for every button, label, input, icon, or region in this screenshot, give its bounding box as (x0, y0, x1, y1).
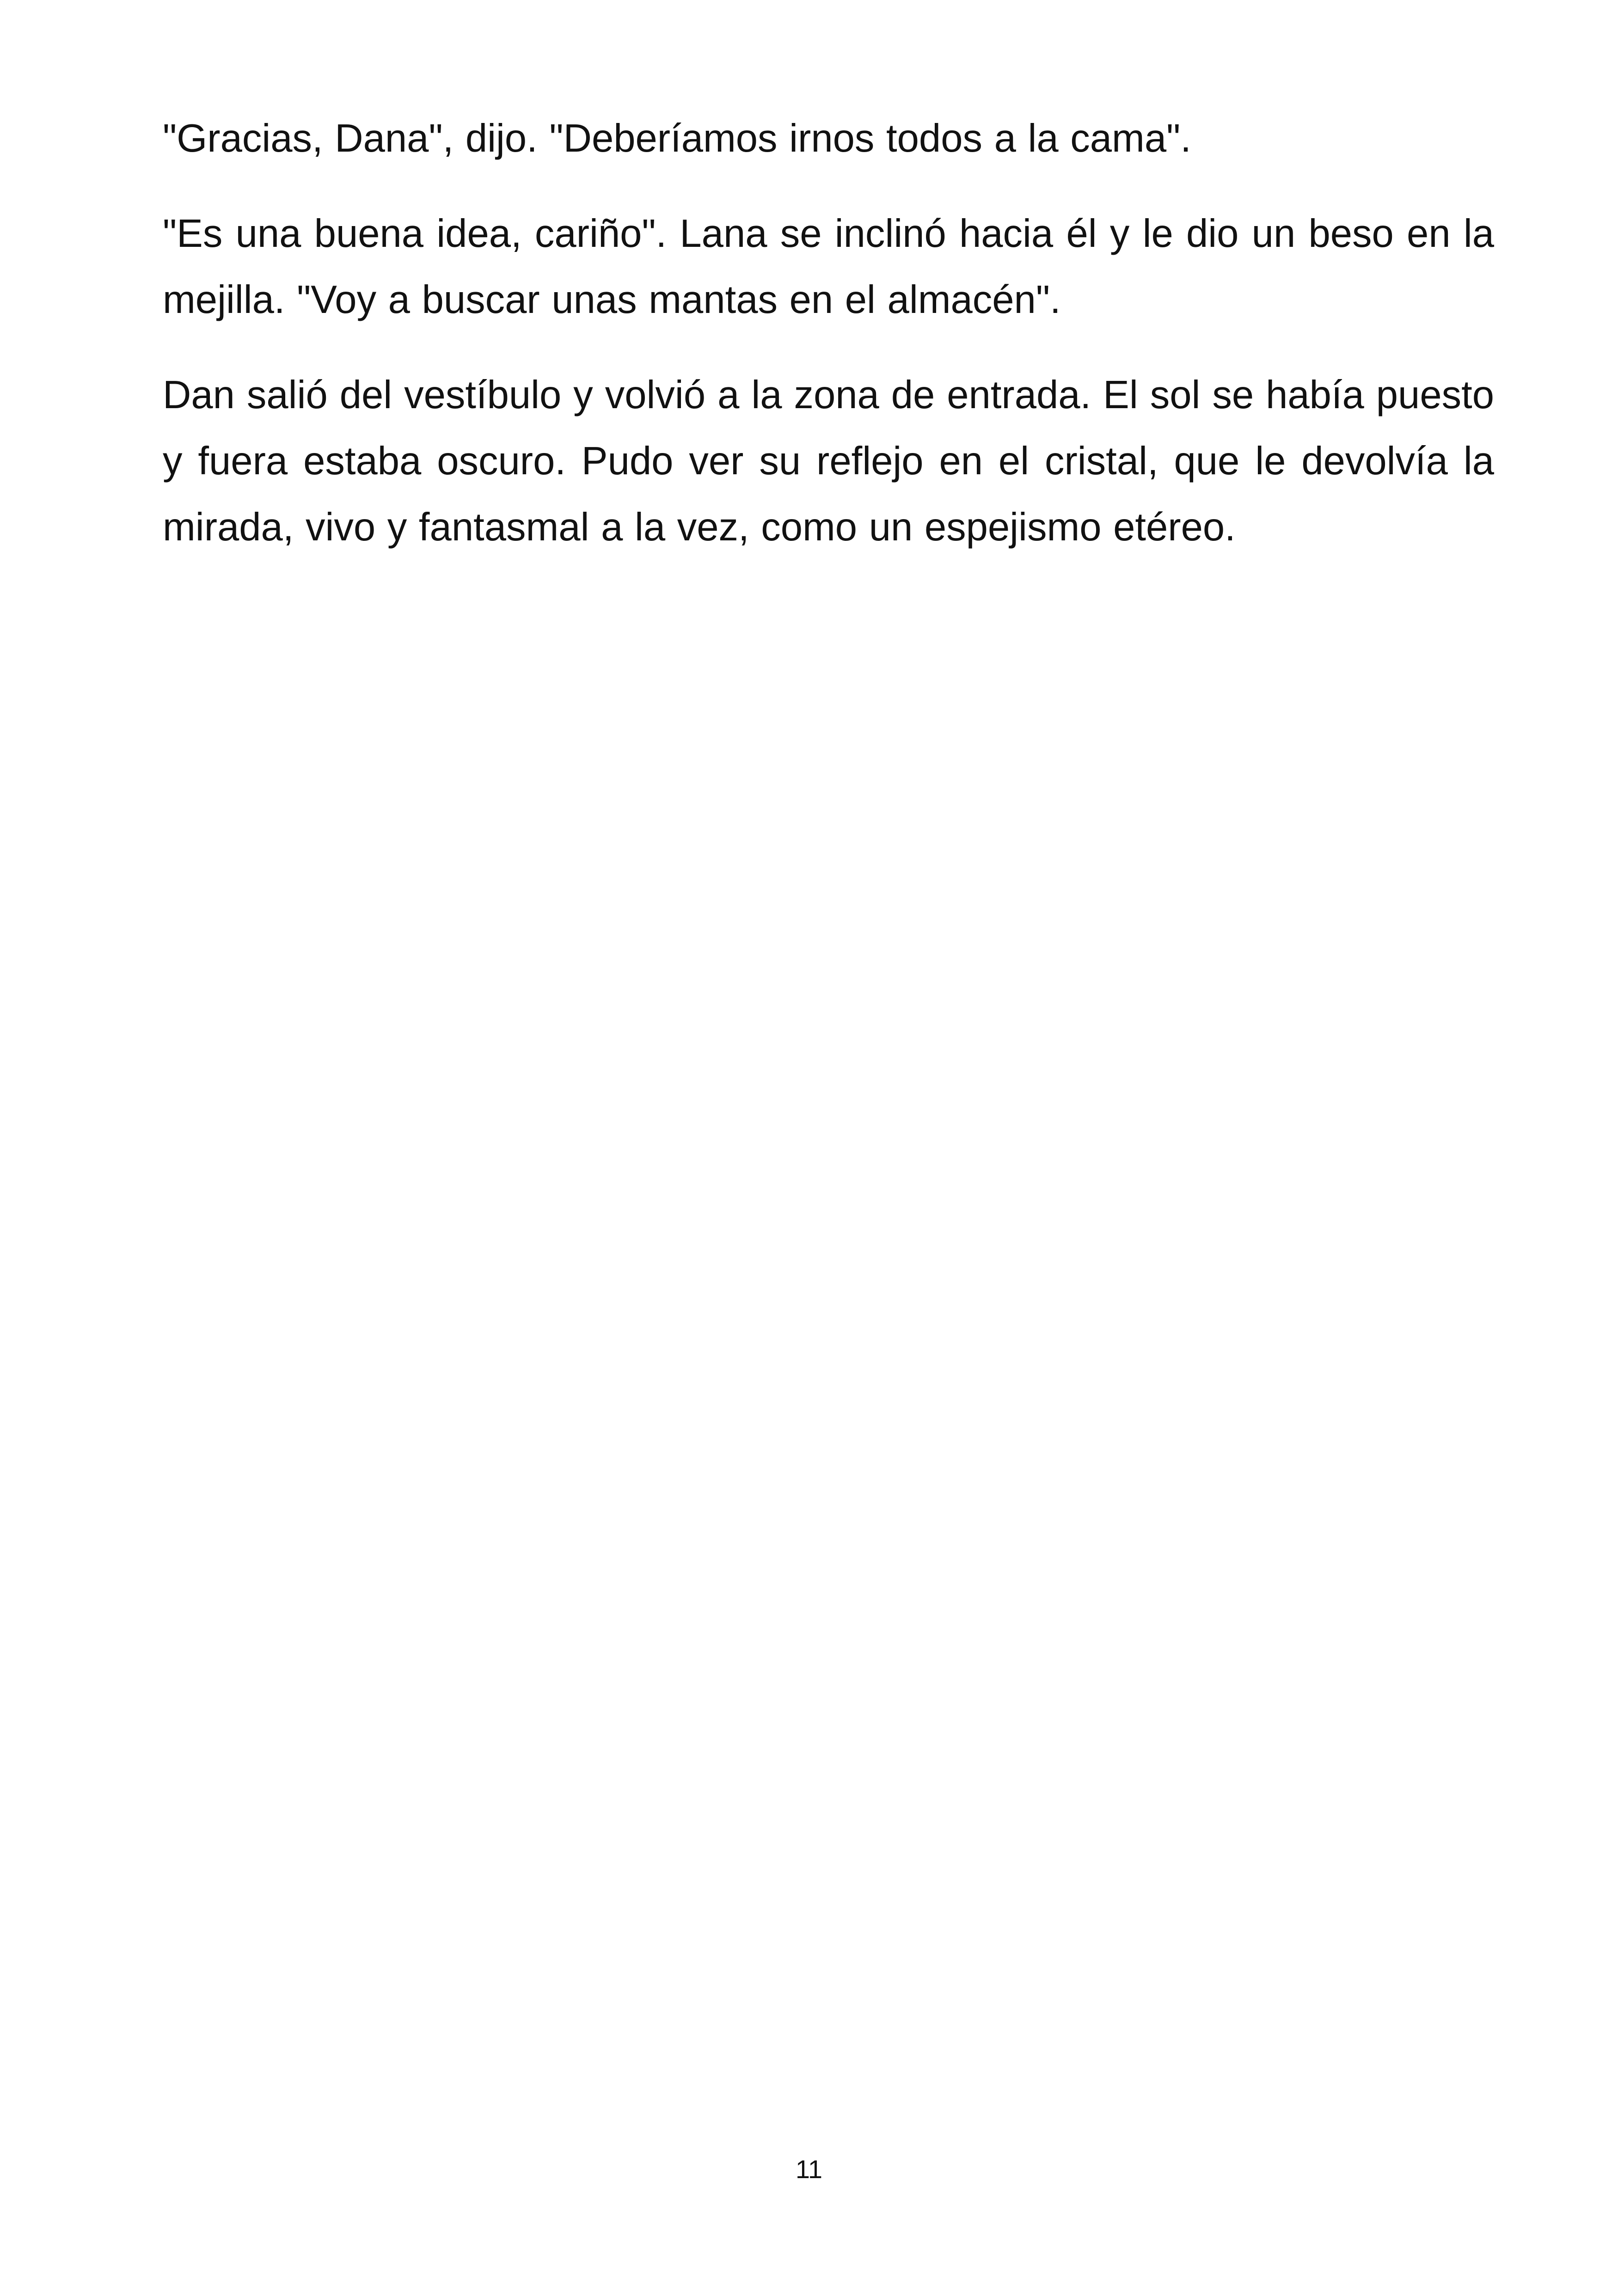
page-number: 11 (795, 2155, 823, 2184)
paragraph-3: Dan salió del vestíbulo y volvió a la zona de entrada. El sol se había puesto y fuera estaba oscuro. Pudo ver su reflejo en el cristal, que le devolvía la mirada, vivo y fantasmal a la vez, como un espejismo etéreo. (163, 373, 1494, 549)
paragraph-2: "Es una buena idea, cariño". Lana se inclinó hacia él y le dio un beso en la mejilla. "Voy a buscar unas mantas en el almacén". (163, 212, 1494, 322)
paragraph-1: "Gracias, Dana", dijo. "Deberíamos irnos todos a la cama". (163, 116, 1191, 160)
body-text (163, 105, 1494, 589)
